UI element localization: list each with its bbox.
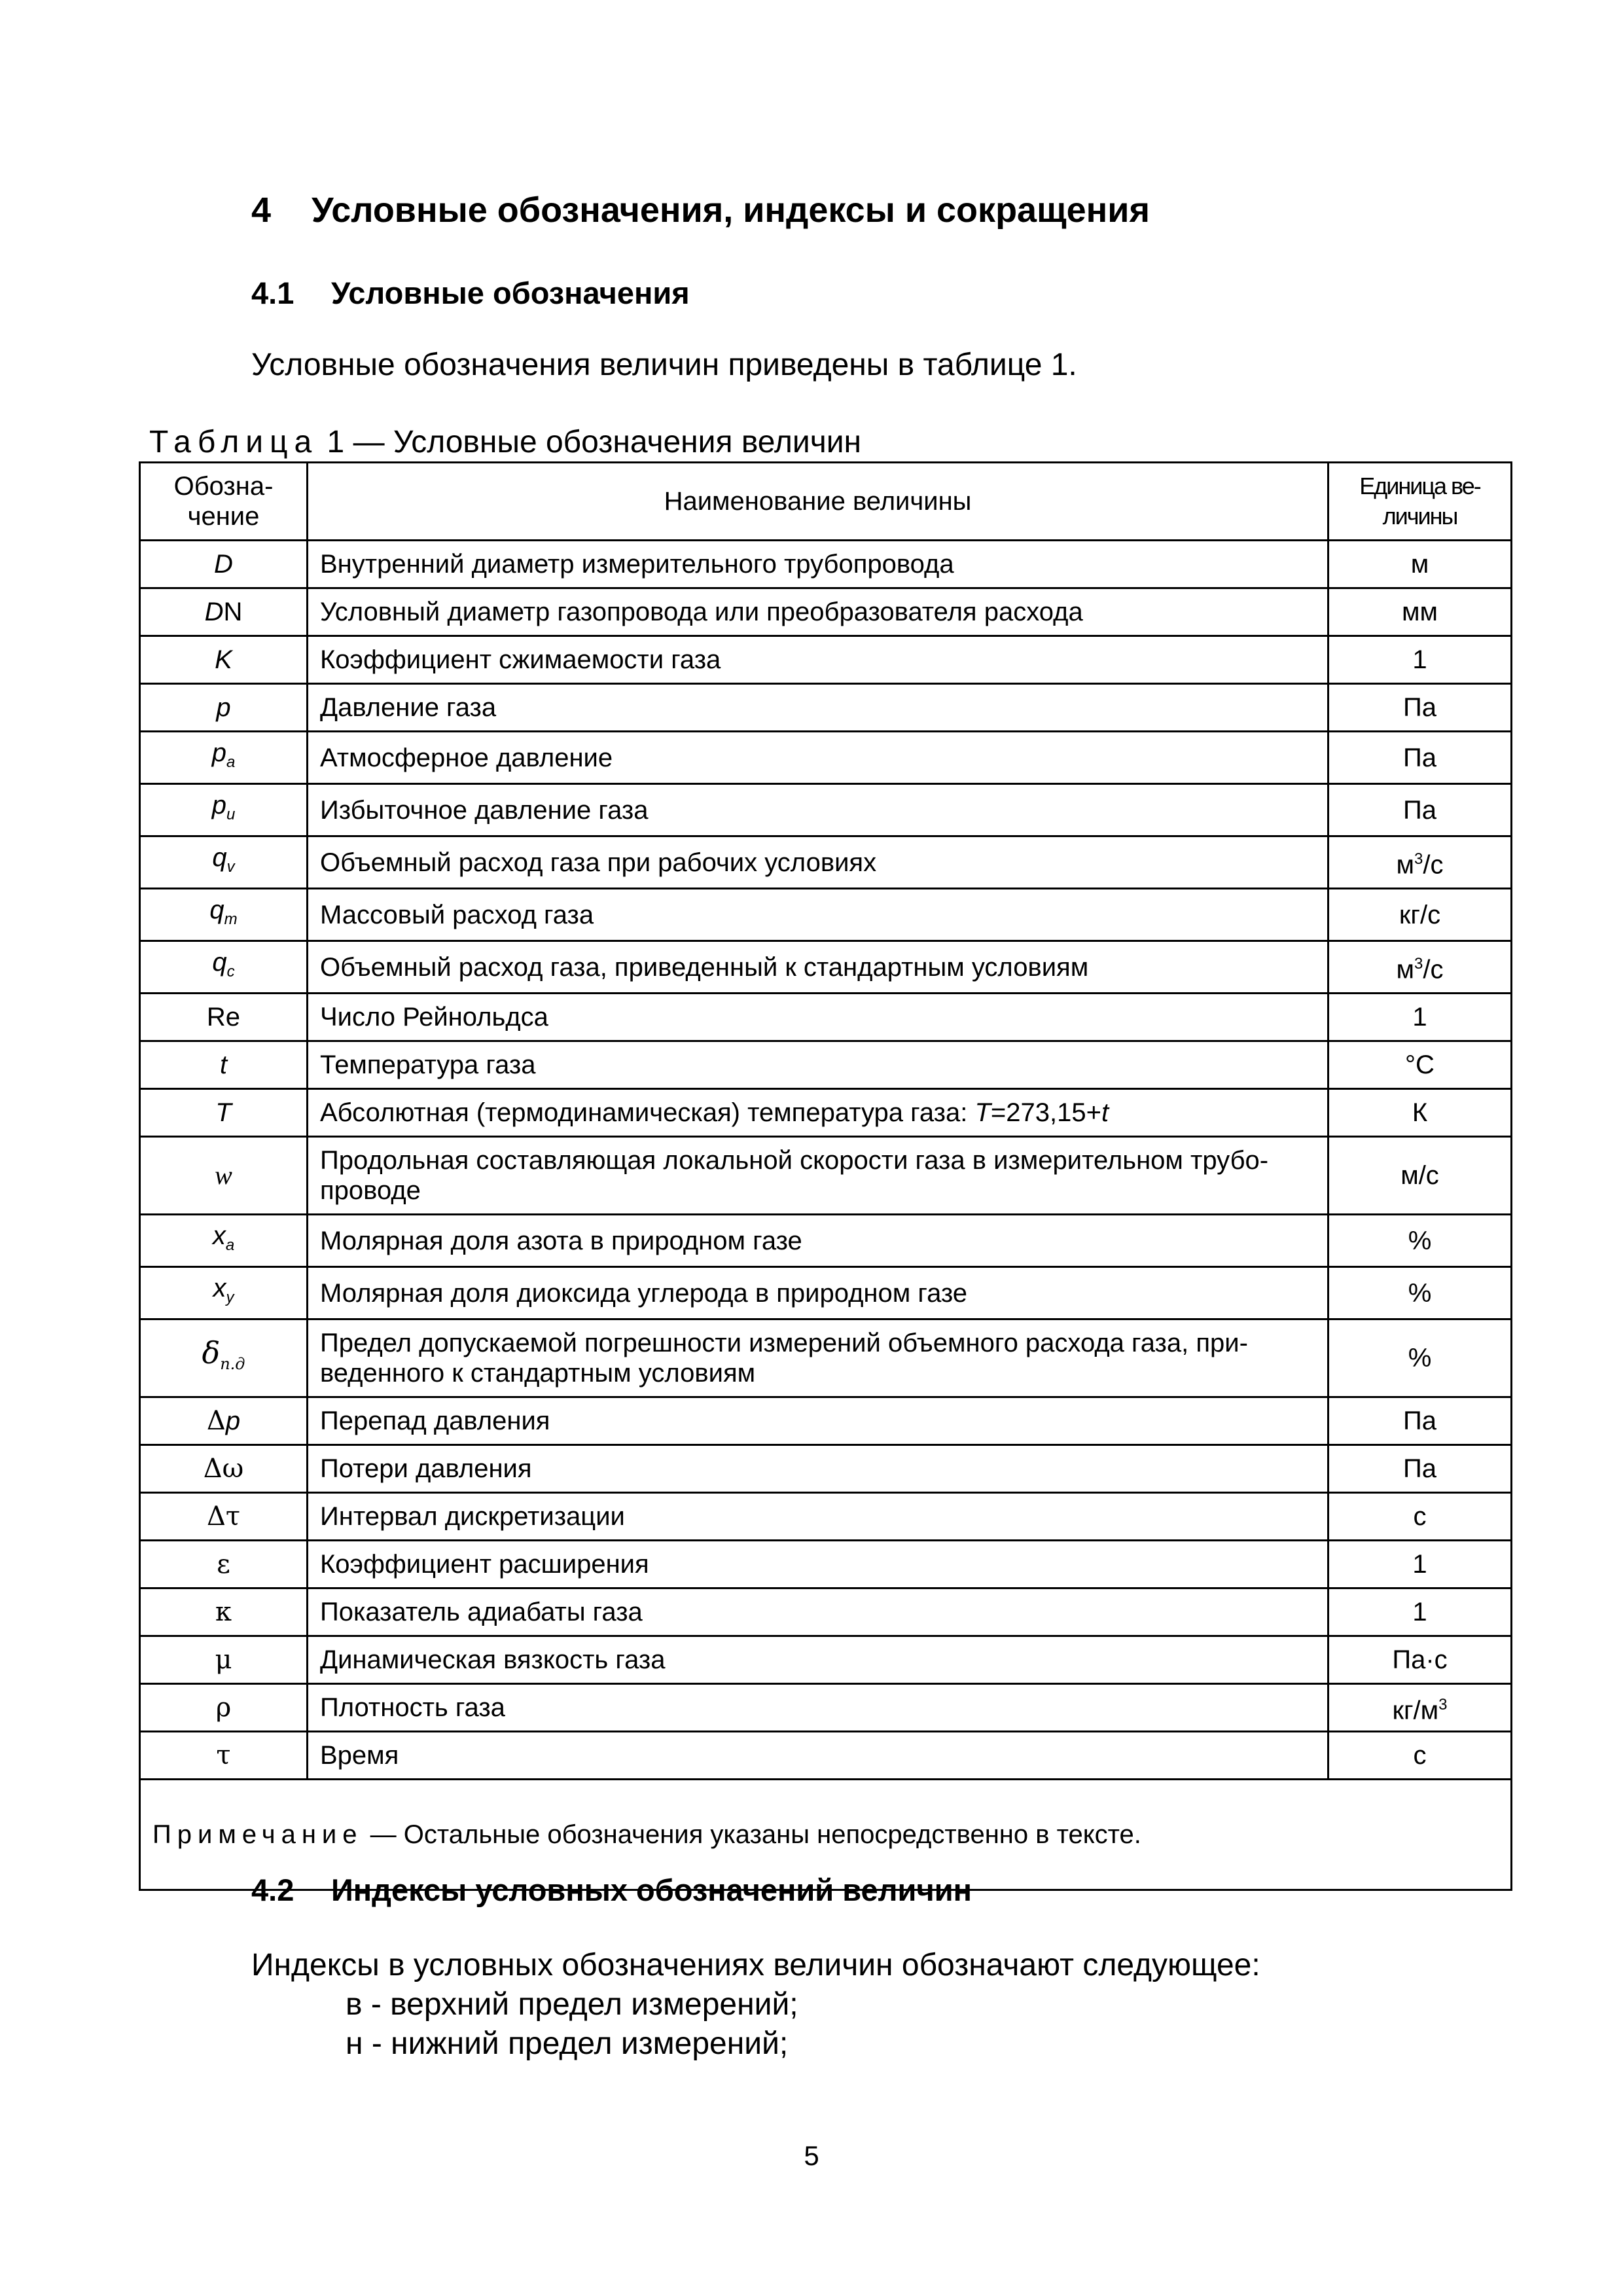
section-title: Условные обозначения, индексы и сокращения	[312, 190, 1150, 230]
unit-text: 1	[1412, 645, 1427, 674]
note-text: — Остальные обозначения указаны непосредственно в тексте.	[363, 1820, 1141, 1850]
table-caption	[149, 424, 861, 460]
name-cell	[308, 1089, 1329, 1137]
unit-text: кг/с	[1399, 900, 1441, 929]
unit-cell	[1329, 541, 1512, 588]
symbol-subscript: a	[225, 1236, 235, 1254]
unit-cell	[1329, 1137, 1512, 1215]
name-cell: Интервал дискретизации	[308, 1493, 1329, 1541]
table-row	[140, 1684, 1512, 1732]
symbol-subscript: c	[226, 963, 235, 980]
symbol-text: D	[204, 598, 224, 626]
name-part: T	[974, 1098, 991, 1127]
symbol-subscript: v	[226, 858, 235, 876]
name-cell: Потери давления	[308, 1445, 1329, 1493]
symbol-subscript: п.д	[220, 1354, 245, 1373]
unit-cell	[1329, 784, 1512, 836]
table-row	[140, 1541, 1512, 1588]
symbol-text: p	[211, 791, 226, 819]
unit-text: Па·с	[1392, 1645, 1448, 1674]
symbol-text: x	[213, 1274, 226, 1302]
unit-text: с	[1413, 1502, 1427, 1531]
delta-symbol: Δ	[206, 1406, 226, 1436]
subsection-title: Условные обозначения	[331, 276, 690, 310]
section-number: 4	[251, 190, 272, 230]
symbol-text: D	[214, 550, 233, 579]
indexes-intro: Индексы в условных обозначениях величин обозначают следующее:	[251, 1948, 1260, 1982]
symbol-text: w	[215, 1160, 232, 1190]
symbol-text: κ	[215, 1597, 232, 1627]
symbol-cell	[140, 1588, 308, 1636]
symbol-subscript: y	[226, 1289, 234, 1306]
symbol-text: ρ	[215, 1693, 232, 1723]
unit-tail: /с	[1423, 955, 1444, 984]
unit-text: 1	[1412, 1598, 1427, 1626]
table-row	[140, 1215, 1512, 1267]
symbol-cell	[140, 1445, 308, 1493]
unit-text: м	[1396, 955, 1414, 984]
table-caption-text: 1 — Условные обозначения величин	[318, 425, 862, 459]
subsection-title: Индексы условных обозначений величин	[331, 1873, 972, 1907]
table-row	[140, 941, 1512, 994]
name-cell: Предел допускаемой погрешности измерений объемного расхода газа, при- веденного к стандартным условиям	[308, 1319, 1329, 1397]
table-row	[140, 1089, 1512, 1137]
unit-cell	[1329, 588, 1512, 636]
table-row	[140, 994, 1512, 1041]
name-cell: Время	[308, 1732, 1329, 1780]
header-symbol: Обозна- чение	[140, 463, 308, 541]
index-item: в - верхний предел измерений;	[346, 1987, 798, 2022]
name-cell: Атмосферное давление	[308, 732, 1329, 784]
name-cell: Динамическая вязкость газа	[308, 1636, 1329, 1684]
symbol-letter: p	[225, 1407, 241, 1435]
unit-text: Па	[1403, 743, 1436, 772]
subsection-heading-4-2	[251, 1872, 972, 1908]
unit-cell	[1329, 1588, 1512, 1636]
symbol-cell	[140, 941, 308, 994]
symbol-text: p	[216, 693, 231, 722]
name-cell: Коэффициент сжимаемости газа	[308, 636, 1329, 684]
unit-cell	[1329, 836, 1512, 889]
table-row	[140, 541, 1512, 588]
unit-text: с	[1413, 1741, 1427, 1770]
name-part: =273,15+	[990, 1098, 1101, 1127]
table-row	[140, 1319, 1512, 1397]
name-cell: Давление газа	[308, 684, 1329, 732]
name-cell: Плотность газа	[308, 1684, 1329, 1732]
name-cell: Перепад давления	[308, 1397, 1329, 1445]
symbol-subscript: m	[224, 910, 238, 928]
symbol-text: t	[219, 1050, 228, 1079]
name-part: t	[1101, 1098, 1109, 1127]
table-row	[140, 836, 1512, 889]
symbol-text: Δτ	[206, 1501, 240, 1532]
unit-cell	[1329, 1397, 1512, 1445]
unit-cell	[1329, 1445, 1512, 1493]
table-row	[140, 1267, 1512, 1319]
name-cell: Объемный расход газа, приведенный к стандартным условиям	[308, 941, 1329, 994]
table-caption-prefix: Таблица	[149, 425, 319, 459]
name-cell: Температура газа	[308, 1041, 1329, 1089]
symbol-cell	[140, 784, 308, 836]
symbol-text: τ	[216, 1740, 231, 1771]
name-cell: Число Рейнольдса	[308, 994, 1329, 1041]
unit-cell	[1329, 1732, 1512, 1780]
table-row	[140, 1041, 1512, 1089]
symbol-text: Re	[206, 1003, 241, 1031]
symbol-cell	[140, 1089, 308, 1137]
unit-text: %	[1408, 1278, 1432, 1308]
unit-cell	[1329, 684, 1512, 732]
table-row	[140, 1493, 1512, 1541]
name-part: Абсолютная (термодинамическая) температура газа:	[320, 1098, 975, 1127]
name-cell: Показатель адиабаты газа	[308, 1588, 1329, 1636]
unit-cell	[1329, 994, 1512, 1041]
table-header-row	[140, 463, 1512, 541]
symbol-cell	[140, 1541, 308, 1588]
symbol-text: q	[209, 895, 224, 924]
unit-text: м	[1396, 850, 1414, 880]
table-row	[140, 636, 1512, 684]
symbol-cell	[140, 1137, 308, 1215]
symbol-cell	[140, 1684, 308, 1732]
unit-cell	[1329, 1493, 1512, 1541]
table-row	[140, 1636, 1512, 1684]
symbol-suffix: N	[223, 598, 243, 626]
index-item: н - нижний предел измерений;	[346, 2026, 789, 2061]
unit-cell	[1329, 1636, 1512, 1684]
symbol-cell	[140, 684, 308, 732]
subsection-number: 4.2	[251, 1873, 294, 1907]
unit-text: м/с	[1400, 1161, 1439, 1190]
symbol-text: T	[215, 1098, 232, 1127]
unit-text: Па	[1403, 1407, 1436, 1435]
symbol-text: x	[212, 1221, 226, 1250]
symbol-cell	[140, 588, 308, 636]
unit-cell	[1329, 1215, 1512, 1267]
symbol-text: μ	[215, 1645, 232, 1675]
unit-text: м	[1410, 550, 1429, 579]
symbol-cell	[140, 1493, 308, 1541]
note-prefix: Примечание	[152, 1820, 363, 1850]
unit-text: Па	[1403, 693, 1436, 722]
symbol-cell	[140, 1267, 308, 1319]
symbol-cell	[140, 994, 308, 1041]
unit-text: %	[1408, 1226, 1432, 1255]
page-number: 5	[804, 2140, 819, 2171]
table-row	[140, 1137, 1512, 1215]
symbol-cell	[140, 1397, 308, 1445]
section-heading	[251, 190, 1150, 230]
name-cell: Внутренний диаметр измерительного трубопровода	[308, 541, 1329, 588]
symbol-cell	[140, 1215, 308, 1267]
unit-text: мм	[1402, 598, 1438, 626]
symbol-cell	[140, 1041, 308, 1089]
subsection-number: 4.1	[251, 276, 294, 310]
symbol-cell	[140, 1319, 308, 1397]
header-name: Наименование величины	[308, 463, 1329, 541]
intro-paragraph: Условные обозначения величин приведены в таблице 1.	[251, 348, 1077, 382]
name-cell: Условный диаметр газопровода или преобразователя расхода	[308, 588, 1329, 636]
symbol-text: q	[212, 843, 227, 872]
unit-cell	[1329, 889, 1512, 941]
symbol-cell	[140, 1636, 308, 1684]
symbols-table	[139, 461, 1512, 1891]
table-row	[140, 1588, 1512, 1636]
unit-superscript: 3	[1414, 850, 1423, 869]
header-unit: Единица ве- личины	[1329, 463, 1512, 541]
unit-cell	[1329, 941, 1512, 994]
symbol-subscript: и	[226, 806, 236, 823]
symbol-text: δ	[202, 1335, 221, 1371]
unit-text: 1	[1412, 1003, 1427, 1031]
unit-cell	[1329, 1041, 1512, 1089]
table-row	[140, 1397, 1512, 1445]
unit-cell	[1329, 636, 1512, 684]
unit-cell	[1329, 732, 1512, 784]
symbol-text: ε	[217, 1549, 230, 1579]
unit-cell	[1329, 1319, 1512, 1397]
table-row	[140, 1732, 1512, 1780]
unit-text: Па	[1403, 795, 1436, 825]
unit-cell	[1329, 1684, 1512, 1732]
unit-text: °С	[1405, 1050, 1435, 1079]
name-cell: Коэффициент расширения	[308, 1541, 1329, 1588]
unit-text: %	[1408, 1344, 1432, 1372]
name-cell: Избыточное давление газа	[308, 784, 1329, 836]
unit-superscript: 3	[1438, 1696, 1448, 1713]
symbol-text: K	[215, 645, 232, 674]
name-cell: Массовый расход газа	[308, 889, 1329, 941]
unit-text: 1	[1412, 1550, 1427, 1579]
unit-text: К	[1412, 1098, 1428, 1127]
table-row	[140, 588, 1512, 636]
unit-superscript: 3	[1414, 955, 1423, 973]
unit-cell	[1329, 1541, 1512, 1588]
symbol-cell	[140, 636, 308, 684]
symbol-text: p	[211, 738, 226, 767]
symbol-cell	[140, 889, 308, 941]
unit-text: кг/м	[1392, 1696, 1439, 1725]
unit-cell	[1329, 1089, 1512, 1137]
table-row	[140, 684, 1512, 732]
symbol-cell	[140, 1732, 308, 1780]
name-cell: Объемный расход газа при рабочих условиях	[308, 836, 1329, 889]
table-row	[140, 784, 1512, 836]
unit-tail: /с	[1423, 850, 1444, 880]
symbol-cell	[140, 732, 308, 784]
unit-cell	[1329, 1267, 1512, 1319]
unit-text: Па	[1403, 1454, 1436, 1483]
name-cell: Продольная составляющая локальной скорости газа в измерительном трубо- проводе	[308, 1137, 1329, 1215]
name-cell: Молярная доля диоксида углерода в природном газе	[308, 1267, 1329, 1319]
table-row	[140, 1445, 1512, 1493]
subsection-heading-4-1	[251, 275, 690, 311]
symbol-subscript: а	[226, 753, 236, 771]
table-row	[140, 889, 1512, 941]
symbol-text: q	[212, 948, 227, 977]
symbol-cell	[140, 541, 308, 588]
name-cell: Молярная доля азота в природном газе	[308, 1215, 1329, 1267]
table-row	[140, 732, 1512, 784]
symbol-text: Δω	[203, 1454, 244, 1484]
symbol-cell	[140, 836, 308, 889]
